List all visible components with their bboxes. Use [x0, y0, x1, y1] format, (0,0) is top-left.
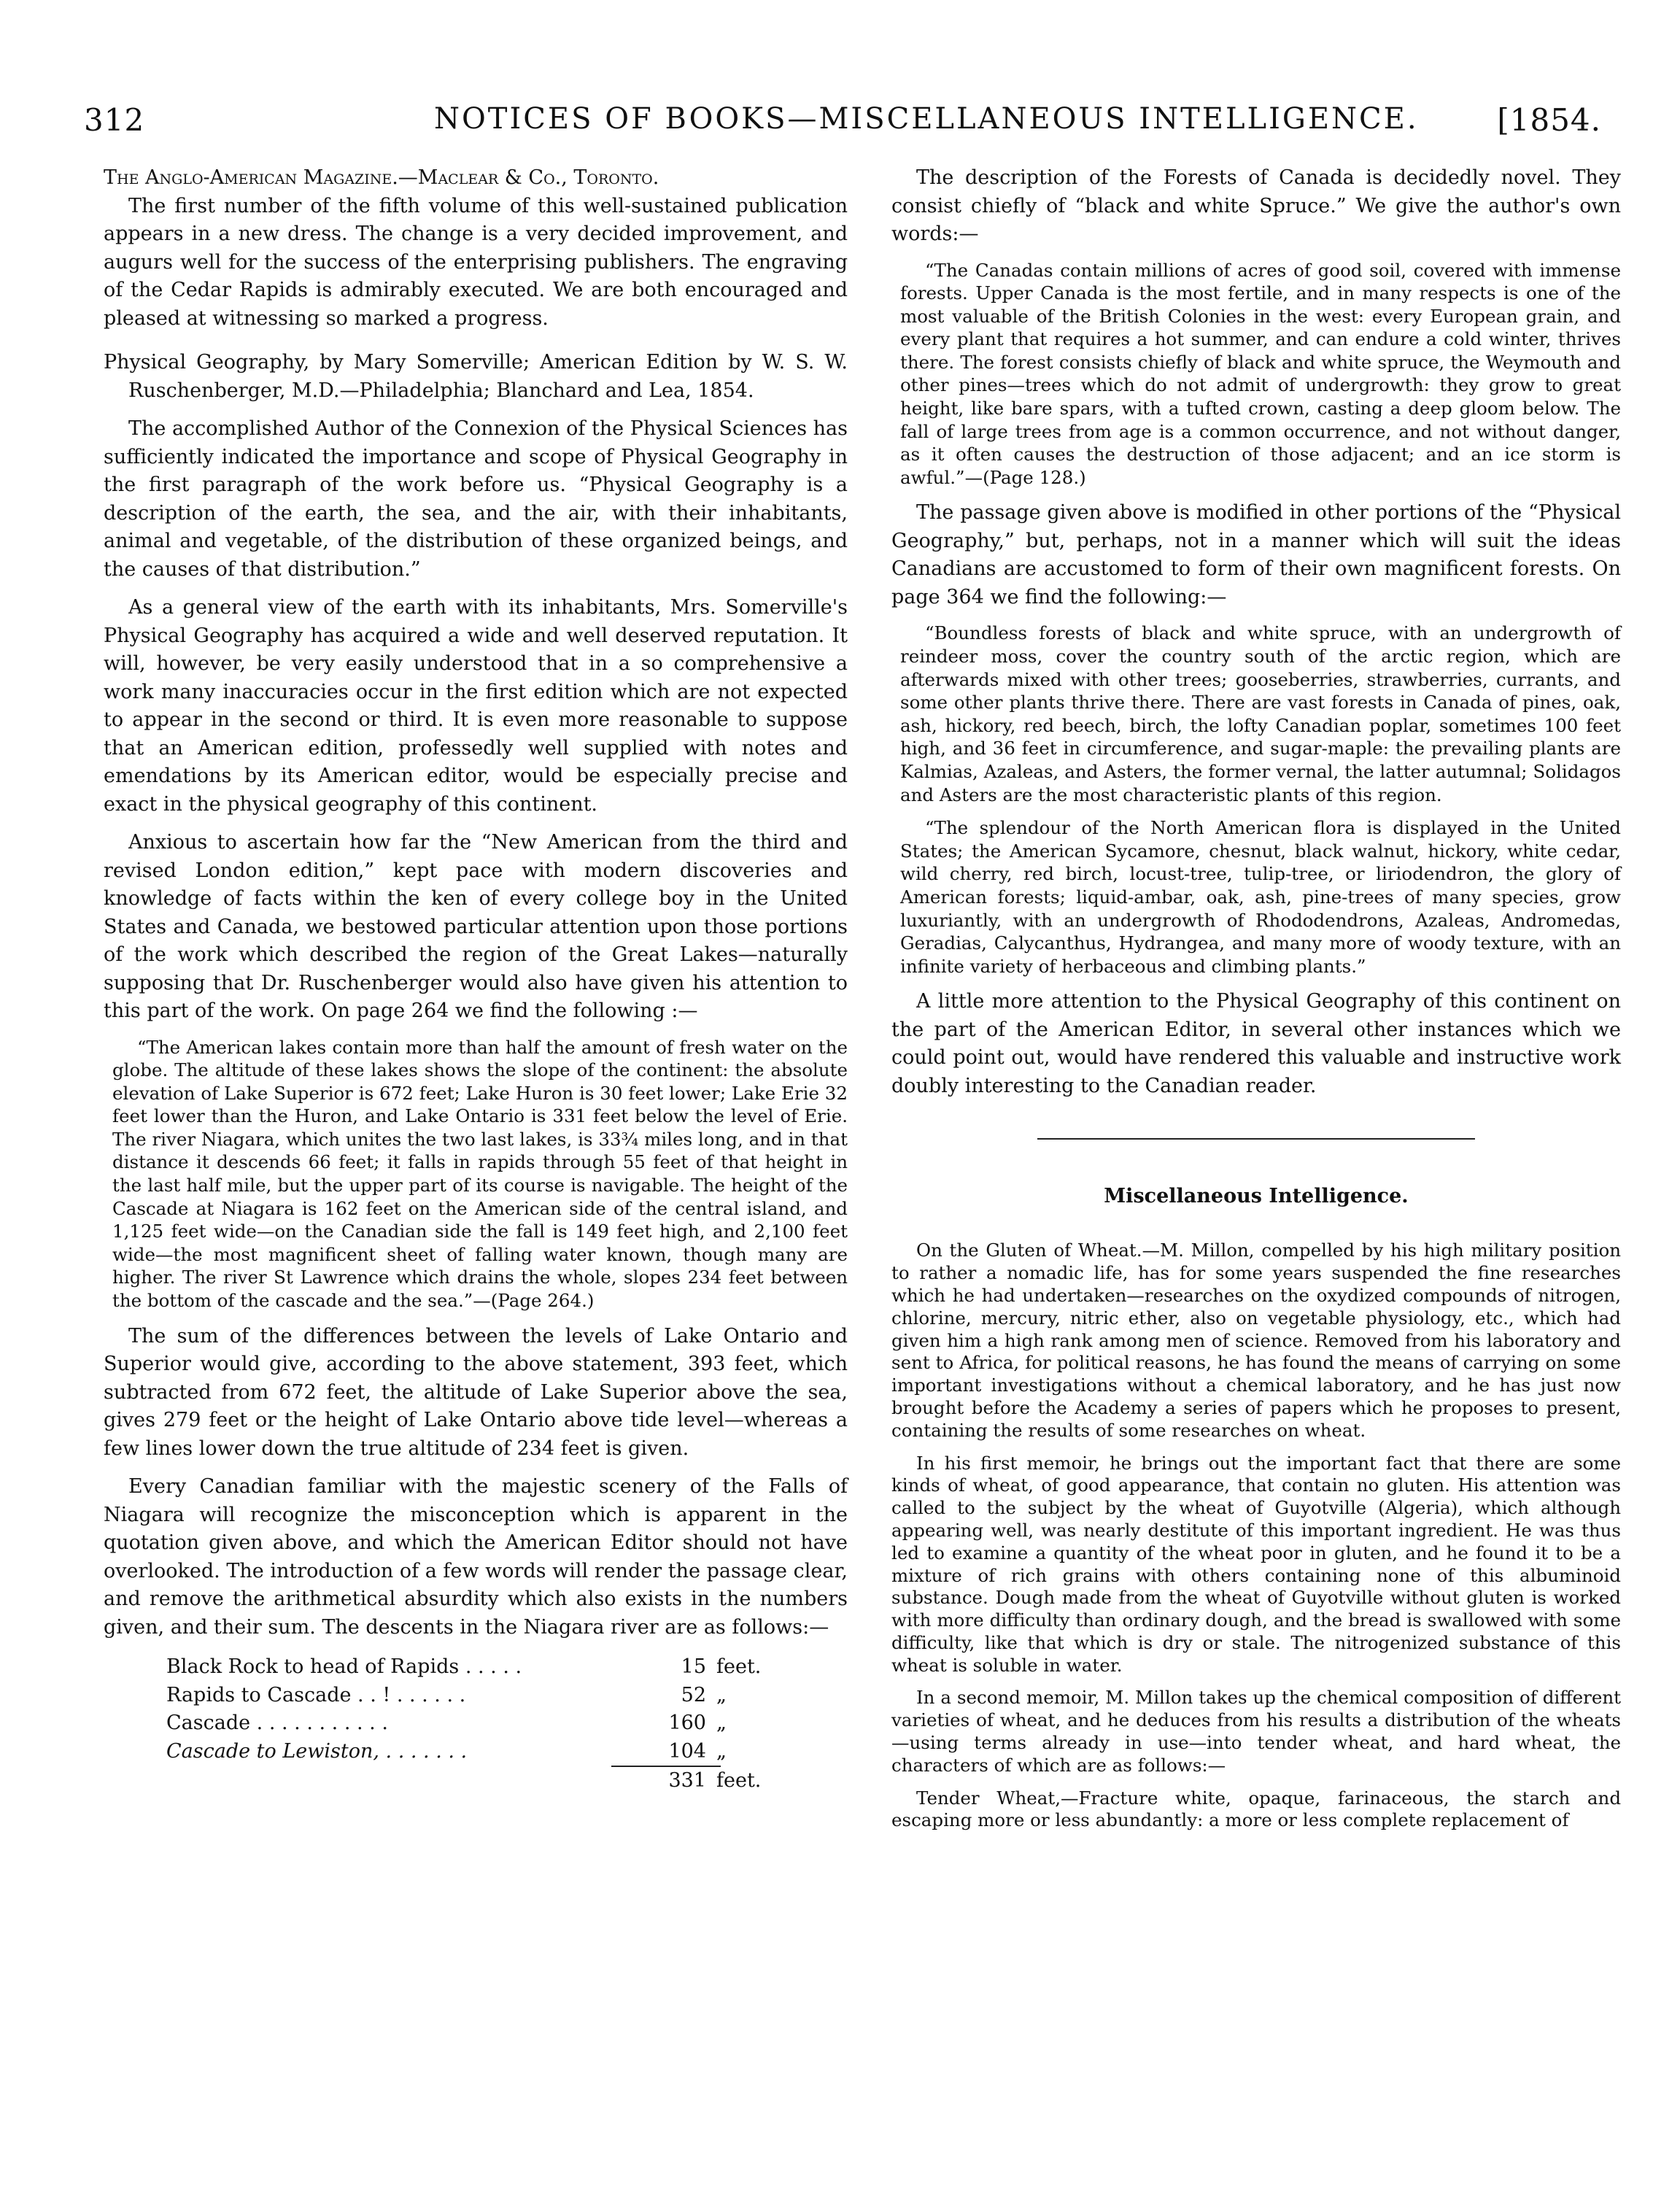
left-column: [104, 164, 848, 1795]
misc-paragraph: On the Gluten of Wheat.—M. Millon, compelled by his high military position to rather a nomadic life, has for some years suspended the fine researches which he had undertaken—researches on the oxydized compounds of nitrogen, chlorine, mercury, nitric ether, also on vegetable physiology, etc., which had given him a high rank among men of science. Removed from his laboratory and sent to Africa, for political reasons, he has found the means of carrying on some important investigations without a chemical laboratory, and he has just now brought before the Academy a series of papers which he proposes to present, containing the results of some researches on wheat.: [891, 1240, 1621, 1441]
misc-paragraph: In a second memoir, M. Millon takes up the chemical composition of different varieties of wheat, and he deduces from his results a distribution of the wheats—using terms already in use—into tender wheat, and hard wheat, the characters of which are as follows:—: [891, 1687, 1621, 1776]
table-label: Cascade . . . . . . . . . . .: [166, 1712, 388, 1735]
table-label: Black Rock to head of Rapids . . . . .: [166, 1655, 522, 1679]
table-value: 15: [681, 1655, 706, 1679]
table-unit: „: [716, 1739, 727, 1763]
right-column: [891, 164, 1621, 1832]
review-paragraph: The sum of the differences between the levels of Lake Ontario and Superior would give, according to the above statement, 393 feet, which subtracted from 672 feet, the altitude of Lake Superior above the sea, gives 279 feet or the height of Lake Ontario above tide level—whereas a few lines lower down the true altitude of 234 feet is given.: [104, 1324, 848, 1460]
table-total-row: [166, 1767, 808, 1795]
header-year: [1854.: [1497, 102, 1601, 138]
running-header: [84, 102, 1601, 146]
review-heading-anglo-american: The Anglo-American Magazine.—Maclear & Co., Toronto.: [104, 166, 659, 189]
block-quote-forests: “Boundless forests of black and white spruce, with an undergrowth of reindeer moss, cover the country south of the arctic region, which are afterwards mixed with other trees; gooseberries, strawberries, currants, and some other plants thrive there. There are vast forests in Canada of pines, oak, ash, hickory, red beech, birch, the lofty Canadian poplar, sometimes 100 feet high, and 36 feet in circumference, and sugar-maple: the prevailing plants are Kalmias, Azaleas, and Asters, the former vernal, the latter autumnal; Solidagos and Asters are the most characteristic plants of this region.: [900, 622, 1621, 805]
section-heading: Miscellaneous Intelligence.: [1104, 1185, 1409, 1208]
review-paragraph: As a general view of the earth with its inhabitants, Mrs. Somerville's Physical Geography has acquired a wide and well deserved reputation. It will, however, be very easily understood that in a so comprehensive a work many inaccuracies occur in the first edition which are not expected to appear in the second or third. It is even more reasonable to suppose that an American edition, professedly well supplied with notes and emendations by its American editor, would be especially precise and exact in the physical geography of this continent.: [104, 596, 848, 816]
table-unit: „: [716, 1683, 727, 1706]
review-paragraph: The first number of the fifth volume of this well-sustained publication appears in a new dress. The change is a very decided improvement, and augurs well for the success of the enterprising publishers. The engraving of the Cedar Rapids is admirably executed. We are both encouraged and pleased at witnessing so marked a progress.: [104, 194, 848, 330]
misc-paragraph: Tender Wheat,—Fracture white, opaque, farinaceous, the starch and escaping more or less abundantly: a more or less complete replacement of: [891, 1787, 1621, 1831]
block-quote-canadas: “The Canadas contain millions of acres of good soil, covered with immense forests. Upper Canada is the most fertile, and in many respects is one of the most valuable of the British Colonies in the west: every European grain, and every plant that requires a hot summer, and can endure a cold winter, thrives there. The forest consists chiefly of black and white spruce, the Weymouth and other pines—trees which do not admit of undergrowth: they grow to great height, like bare spars, with a tufted crown, casting a deep gloom below. The fall of large trees from age is a common occurrence, and not without danger, as it often causes the destruction of those adjacent; and an ice storm is awful.”—(Page 128.): [900, 259, 1621, 488]
table-unit: feet.: [716, 1655, 762, 1679]
section-divider: [1037, 1138, 1475, 1140]
review-paragraph: Every Canadian familiar with the majestic scenery of the Falls of Niagara will recognize the misconception which is apparent in the quotation given above, and which the American Editor should not have overlooked. The introduction of a few words will render the passage clear, and remove the arithmetical absurdity which also exists in the numbers given, and their sum. The descents in the Niagara river are as follows:—: [104, 1475, 848, 1639]
review-paragraph: The passage given above is modified in other portions of the “Physical Geography,” but, perhaps, not in a manner which will suit the ideas Canadians are accustomed to form of their own magnificent forests. On page 364 we find the following:—: [891, 501, 1621, 608]
misc-paragraph: In his first memoir, he brings out the important fact that there are some kinds of wheat, of good appearance, that contain no gluten. His attention was called to the subject by the wheat of Guyotville (Algeria), which although appearing well, was nearly destitute of this important ingredient. He was thus led to examine a quantity of the wheat poor in gluten, and he found it to be a mixture of rich grains with others containing none of this albuminoid substance. Dough made from the wheat of Guyotville without gluten is worked with more difficulty than ordinary dough, and the bread is swallowed with some difficulty, like that which is dry or stale. The nitrogenized substance of this wheat is soluble in water.: [891, 1452, 1621, 1676]
table-row: [166, 1682, 808, 1710]
review-paragraph: The accomplished Author of the Connexion of the Physical Sciences has sufficiently indicated the importance and scope of Physical Geography in the first paragraph of the work before us. “Physical Geography is a description of the earth, the sea, and the air, with their inhabitants, animal and vegetable, of the distribution of these organized beings, and the causes of that distribution.”: [104, 417, 848, 581]
page-number: 312: [84, 102, 145, 138]
table-value: 52: [681, 1683, 706, 1706]
review-paragraph: A little more attention to the Physical Geography of this continent on the part of the American Editor, in several other instances which we could point out, would have rendered this valuable and instructive work doubly interesting to the Canadian reader.: [891, 990, 1621, 1097]
table-row: [166, 1709, 808, 1738]
table-total-unit: feet.: [716, 1769, 762, 1793]
block-quote-lakes: “The American lakes contain more than half the amount of fresh water on the globe. The altitude of these lakes shows the slope of the continent: the absolute elevation of Lake Superior is 672 feet; Lake Huron is 30 feet lower; Lake Erie 32 feet lower than the Huron, and Lake Ontario is 331 feet below the level of Erie. The river Niagara, which unites the two last lakes, is 33¾ miles long, and in that distance it descends 66 feet; it falls in rapids through 55 feet of that height in the last half mile, but the upper part of its course is navigable. The height of the Cascade at Niagara is 162 feet on the American side of the central island, and 1,125 feet wide—on the Canadian side the fall is 149 feet high, and 2,100 feet wide—the most magnificent sheet of falling water known, though many are higher. The river St Lawrence which drains the whole, slopes 234 feet between the bottom of the cascade and the sea.”—(Page 264.): [112, 1036, 848, 1312]
table-value: 104: [668, 1739, 706, 1763]
review-heading-physical-geography: Physical Geography, by Mary Somerville; American Edition by W. S. W. Ruschenberger, M.D.—Philadelphia; Blanchard and Lea, 1854.: [104, 351, 848, 402]
table-total-value: 331: [668, 1769, 706, 1793]
table-value: 160: [668, 1712, 706, 1735]
block-quote-flora: “The splendour of the North American flora is displayed in the United States; the American Sycamore, chesnut, black walnut, hickory, white cedar, wild cherry, red birch, locust-tree, tulip-tree, or liriodendron, the glory of American forests; liquid-ambar, oak, ash, pine-trees of many species, grow luxuriantly, with an undergrowth of Rhododendrons, Azaleas, Andromedas, Geradias, Calycanthus, Hydrangea, and many more of woody texture, with an infinite variety of herbaceous and climbing plants.”: [900, 817, 1621, 977]
table-total-spacer: [166, 1767, 648, 1795]
review-paragraph: Anxious to ascertain how far the “New American from the third and revised London edition,” kept pace with modern discoveries and knowledge of facts within the ken of every college boy in the United States and Canada, we bestowed particular attention upon those portions of the work which described the region of the Great Lakes—naturally supposing that Dr. Ruschenberger would also have given his attention to this part of the work. On page 264 we find the following :—: [104, 831, 848, 1022]
table-unit: „: [716, 1712, 727, 1735]
table-row: [166, 1738, 808, 1766]
review-paragraph: The description of the Forests of Canada is decidedly novel. They consist chiefly of “black and white Spruce.” We give the author's own words:—: [891, 166, 1621, 245]
table-label: Cascade to Lewiston, . . . . . . .: [166, 1739, 468, 1763]
table-row: [166, 1653, 808, 1682]
table-label: Rapids to Cascade . . ! . . . . . .: [166, 1683, 466, 1706]
niagara-descents-table: [166, 1653, 808, 1795]
running-title: NOTICES OF BOOKS—MISCELLANEOUS INTELLIGENCE.: [434, 102, 1419, 136]
